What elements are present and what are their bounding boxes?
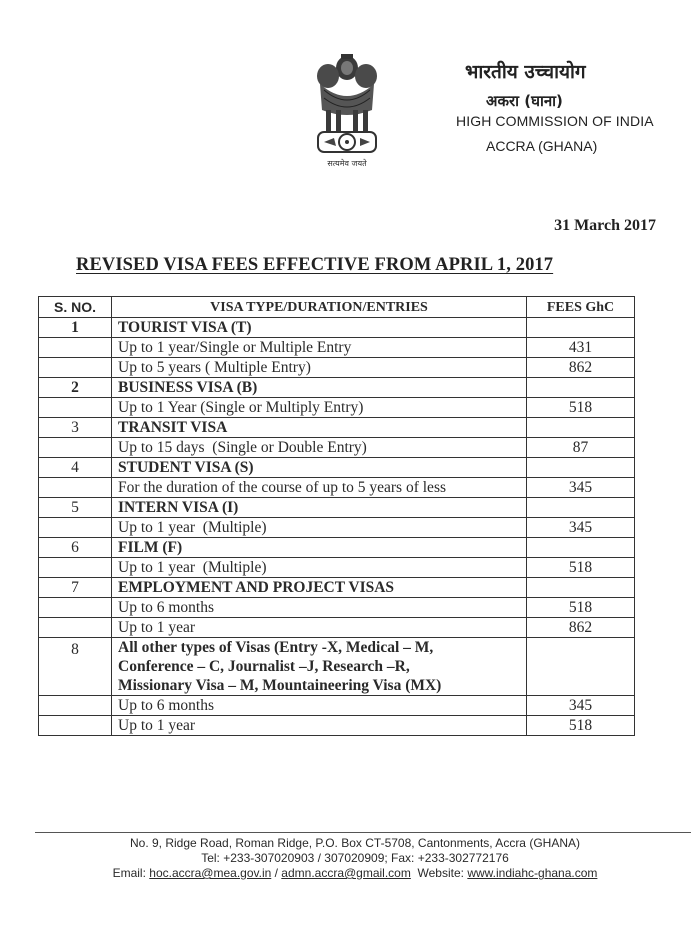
section-title: STUDENT VISA (S) (112, 458, 527, 478)
sno-cell (39, 716, 112, 736)
section-number: 4 (39, 458, 112, 478)
visa-description: Up to 1 Year (Single or Multiply Entry) (112, 398, 527, 418)
hindi-location: अकरा (घाना) (486, 92, 563, 110)
sno-cell (39, 478, 112, 498)
table-row (39, 716, 635, 736)
fee-value: 345 (527, 518, 635, 538)
section-number: 5 (39, 498, 112, 518)
national-emblem-icon (312, 50, 382, 172)
section-title (112, 638, 527, 696)
visa-description: Up to 1 year (112, 716, 527, 736)
section-title: EMPLOYMENT AND PROJECT VISAS (112, 578, 527, 598)
sno-cell (39, 696, 112, 716)
table-row (39, 518, 635, 538)
visa-description: Up to 6 months (112, 696, 527, 716)
fee-cell (527, 318, 635, 338)
footer-phone: Tel: +233-307020903 / 307020909; Fax: +233-302772176 (201, 851, 509, 865)
section-number: 8 (39, 638, 112, 696)
table-row (39, 558, 635, 578)
fee-value: 862 (527, 358, 635, 378)
header-sno: S. NO. (39, 297, 112, 318)
fee-cell (527, 418, 635, 438)
sno-cell (39, 558, 112, 578)
fee-cell (527, 538, 635, 558)
section-row (39, 638, 635, 696)
section-row (39, 318, 635, 338)
website-link[interactable]: www.indiahc-ghana.com (467, 866, 598, 880)
fee-value: 862 (527, 618, 635, 638)
visa-fees-table (38, 296, 635, 736)
header-fees: FEES GhC (527, 297, 635, 318)
fee-value: 87 (527, 438, 635, 458)
sno-cell (39, 358, 112, 378)
website-label: Website: (410, 866, 468, 880)
section-number: 2 (39, 378, 112, 398)
fee-cell (527, 378, 635, 398)
table-row (39, 398, 635, 418)
sno-cell (39, 338, 112, 358)
footer-address: No. 9, Ridge Road, Roman Ridge, P.O. Box CT-5708, Cantonments, Accra (GHANA) (130, 836, 580, 850)
fee-value: 345 (527, 478, 635, 498)
fee-value: 518 (527, 398, 635, 418)
visa-description: For the duration of the course of up to 5 years of less (112, 478, 527, 498)
visa-description: Up to 1 year (Multiple) (112, 558, 527, 578)
section-title: TOURIST VISA (T) (112, 318, 527, 338)
section-row (39, 498, 635, 518)
table-row (39, 358, 635, 378)
document-title: REVISED VISA FEES EFFECTIVE FROM APRIL 1, 2017 (76, 255, 554, 275)
section-title: TRANSIT VISA (112, 418, 527, 438)
section-number: 6 (39, 538, 112, 558)
table-row (39, 696, 635, 716)
visa-description: Up to 1 year/Single or Multiple Entry (112, 338, 527, 358)
fee-value: 431 (527, 338, 635, 358)
table-row (39, 618, 635, 638)
table-header-row (39, 297, 635, 318)
table-row (39, 478, 635, 498)
section-number: 3 (39, 418, 112, 438)
fee-value: 518 (527, 598, 635, 618)
fee-cell (527, 638, 635, 696)
email-link-hoc[interactable]: hoc.accra@mea.gov.in (149, 866, 272, 880)
table-row (39, 438, 635, 458)
fee-value: 518 (527, 558, 635, 578)
office-name: HIGH COMMISSION OF INDIA (456, 113, 654, 129)
email-link-admn[interactable]: admn.accra@gmail.com (281, 866, 411, 880)
section-title-line: All other types of Visas (Entry -X, Medical – M, (118, 639, 434, 656)
table-row (39, 598, 635, 618)
visa-description: Up to 15 days (Single or Double Entry) (112, 438, 527, 458)
section-row (39, 458, 635, 478)
sno-cell (39, 398, 112, 418)
section-number: 7 (39, 578, 112, 598)
fee-cell (527, 498, 635, 518)
fee-value: 345 (527, 696, 635, 716)
office-location: ACCRA (GHANA) (486, 138, 598, 154)
section-title: FILM (F) (112, 538, 527, 558)
visa-description: Up to 1 year (112, 618, 527, 638)
sno-cell (39, 438, 112, 458)
section-row (39, 418, 635, 438)
section-title-line: Missionary Visa – M, Mountaineering Visa (MX) (118, 677, 442, 694)
section-title: INTERN VISA (I) (112, 498, 527, 518)
visa-description: Up to 1 year (Multiple) (112, 518, 527, 538)
table-row (39, 338, 635, 358)
email-label: Email: (112, 866, 150, 880)
fee-cell (527, 458, 635, 478)
fee-cell (527, 578, 635, 598)
document-date: 31 March 2017 (554, 217, 656, 234)
section-row (39, 538, 635, 558)
email-separator: / (271, 866, 282, 880)
footer-email-line (95, 866, 615, 881)
emblem-motto: सत्यमेव जयते (327, 159, 367, 168)
section-number: 1 (39, 318, 112, 338)
section-title: BUSINESS VISA (B) (112, 378, 527, 398)
fee-value: 518 (527, 716, 635, 736)
header-visa-type: VISA TYPE/DURATION/ENTRIES (112, 297, 527, 318)
sno-cell (39, 518, 112, 538)
section-row (39, 578, 635, 598)
visa-description: Up to 5 years ( Multiple Entry) (112, 358, 527, 378)
hindi-office-name: भारतीय उच्चायोग (465, 61, 586, 83)
footer-contact (95, 836, 615, 881)
section-row (39, 378, 635, 398)
visa-description: Up to 6 months (112, 598, 527, 618)
sno-cell (39, 618, 112, 638)
section-title-line: Conference – C, Journalist –J, Research –R, (118, 658, 410, 675)
footer-divider (35, 832, 691, 833)
sno-cell (39, 598, 112, 618)
